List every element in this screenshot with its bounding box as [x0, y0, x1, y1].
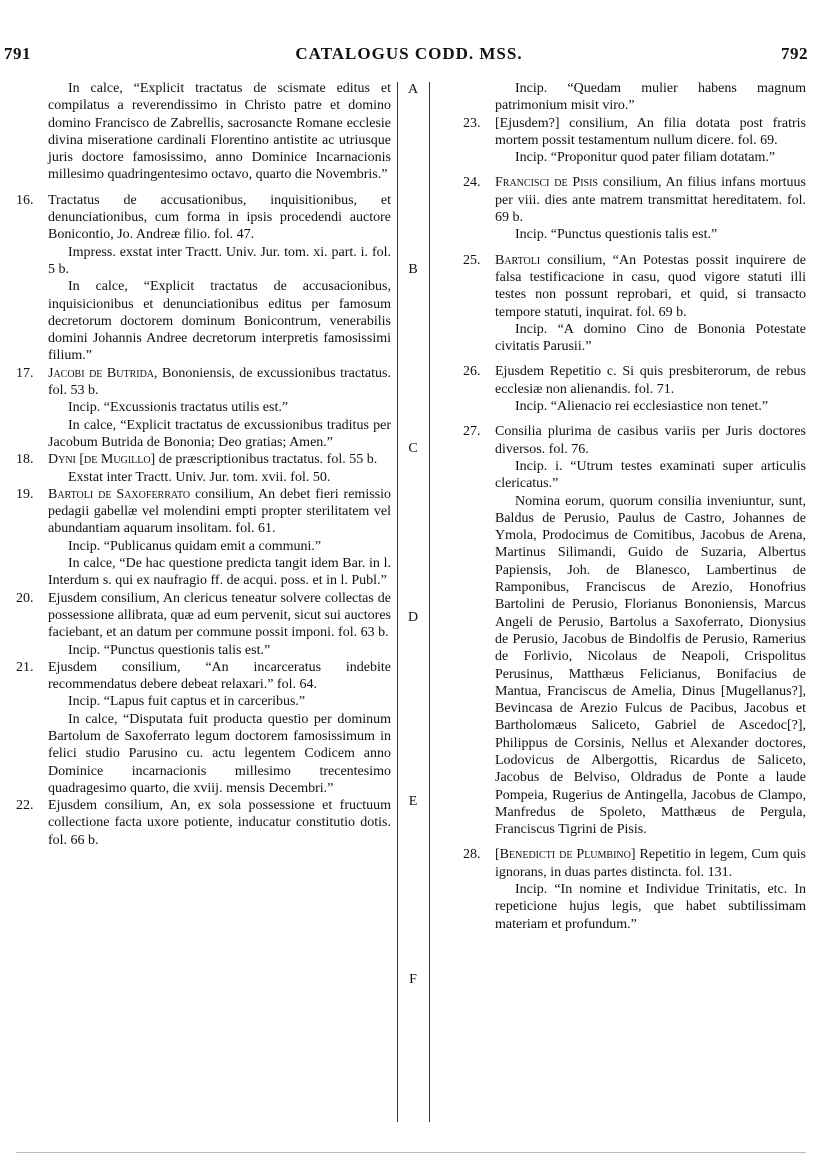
- entry-24: [463, 174, 806, 226]
- entry-17: [16, 365, 391, 400]
- entry-number: 25.: [463, 252, 481, 268]
- entry-note: Incip. “Lapus fuit captus et in carceribus.”: [68, 694, 306, 710]
- entry-23: [463, 115, 806, 150]
- entry-text: de præscriptionibus tractatus. fol. 55 b.: [155, 452, 378, 468]
- entry-text: Tractatus de accusationibus, inquisitionibus, et denunciationibus, cum forma in ipsis procedendi auctore Bonicontio, Jo. Andreæ filio. fol. 47.: [48, 192, 391, 243]
- entry-note: Incip. “A domino Cino de Bononia Potestate civitatis Parusii.”: [495, 321, 806, 355]
- entry-text: , Bononiensis, de excussionibus tractatus. fol. 53 b.: [48, 365, 391, 399]
- entry-note: Incip. “Punctus questionis talis est.”: [68, 642, 271, 658]
- entry-16: [16, 192, 391, 244]
- entry-text: Ejusdem consilium, “An incarceratus indebite recommendatus debere debeat relaxari.” fol. 64.: [48, 659, 391, 693]
- entry-note: In calce, “Explicit tractatus de accusacionibus, inquisicionibus et denunciationibus editus per famosum decretorum doctorem dominum Bonicontrum, venerabilis domini Johannis Andree decretorum interpretis famosissimi filium.”: [48, 279, 391, 364]
- entry-number: 24.: [463, 175, 481, 191]
- margin-letter-b: B: [408, 262, 418, 277]
- entry-number: 22.: [16, 798, 34, 814]
- entry-22: [16, 797, 391, 849]
- entry-number: 16.: [16, 192, 34, 208]
- continued-entry-note: Incip. “Quedam mulier habens magnum patrimonium misit viro.”: [495, 81, 806, 114]
- entry-number: 27.: [463, 424, 481, 440]
- entry-19: [16, 486, 391, 538]
- page-number-right: 792: [781, 44, 808, 63]
- entry-number: 23.: [463, 115, 481, 131]
- entry-number: 28.: [463, 847, 481, 863]
- page-number-left: 791: [4, 44, 31, 63]
- entry-text: Ejusdem consilium, An clericus teneatur solvere collectas de possessione allibrata, quæ ad eum pervenit, sicut sui auctores faciebant, et an datum per commune possit imponi. fol. 63 b.: [48, 590, 391, 641]
- running-title: CATALOGUS CODD. MSS.: [295, 44, 523, 63]
- left-column: [16, 80, 391, 849]
- page-header: [0, 0, 818, 63]
- entry-text: [Ejusdem?] consilium, An filia dotata post fratris mortem possit testamentum nullum dicere. fol. 69.: [495, 115, 806, 148]
- entry-note: Incip. “Excussionis tractatus utilis est.”: [68, 400, 289, 416]
- entry-text: Ejusdem consilium, An, ex sola possessione et fructuum collectione facta uxore potiente, inducatur constitutio dotis. fol. 66 b.: [48, 798, 391, 848]
- entry-note: Nomina eorum, quorum consilia inveniuntur, sunt, Baldus de Perusio, Paulus de Castro, Johannes de Ymola, Prodocimus de Comitibus, Jacobus de Arena, Martinus Silimandi, Guido de Suzaria, Albertus Papiensis, Joh. de Blanesco, Lambertinus de Ramponibus, Franciscus de Arezio, Honofrius Bartolini de Perusio, Florianus Bononiensis, Marcus Angeli de Perusio, Bartolus a Saxoferrato, Dionysius de Perusio, Jacobus de Bindolfis de Perusio, Ramerius de Forlivio, Nicolaus de Neapoli, Crispolitus Perusinus, Matthæus Felicianus, Bonifacius de Mantua, Franciscus de Amelia, Dinus [Mugellanus?], Bevincasa de Arezio Fulcus de Pacibus, Jacobus et Bartholomæus Saliceto, Gabriel de Ascedoc[?], Philippus de Corsinis, Nellus et Alexander doctores, Lodovicus de Albergottis, Ricardus de Saliceto, Jacobus de Belviso, Oldradus de Ponte a laude Pompeia, Rugerius de Antingella, Jacobus de Clampo, Manfredus de Spoleto, Matthæus de Pergula, Franciscus Tigrini de Pisis.: [495, 493, 806, 838]
- entry-27: [463, 423, 806, 458]
- entry-note: Incip. i. “Utrum testes examinati super articulis clericatus.”: [495, 458, 806, 492]
- entry-26: [463, 363, 806, 398]
- entry-21: [16, 659, 391, 694]
- entry-note: In calce, “Disputata fuit producta questio per dominum Bartolum de Saxoferrato legum doctorem famosissimum in felici studio Parusino cu. actu legentem Codicem anno Dominice incarnacionis millesimo trecentesimo quadragesimo quarto, die xviij. mensis Decembri.”: [48, 711, 391, 796]
- margin-letter-a: A: [407, 82, 419, 97]
- author-name: Dyni: [48, 452, 76, 468]
- entry-note: In calce, “Explicit tractatus de excussionibus traditus per Jacobum Butrida de Bononia; Deo gratias; Amen.”: [48, 417, 391, 450]
- entry-text: consilium, An debet fieri remissio pedagii gabellæ vel molendini empti propter sterilitatem vel abundantiam aquarum insolitam. fol. 61.: [48, 486, 391, 537]
- entry-note: Incip. “Alienacio rei ecclesiastice non tenet.”: [515, 399, 769, 415]
- margin-letter-c: C: [408, 441, 418, 456]
- margin-letter-d: D: [407, 610, 419, 625]
- column-rule-right: [429, 82, 430, 1122]
- right-column: [463, 80, 806, 933]
- bottom-rule: [16, 1152, 806, 1153]
- entry-text: Consilia plurima de casibus variis per Juris doctores diversos. fol. 76.: [495, 424, 806, 457]
- entry-number: 21.: [16, 659, 34, 675]
- entry-text: consilium, An filius infans mortuus per viii. dies ante matrem transmittat hereditatem. fol. 69 b.: [495, 175, 806, 226]
- entry-note: Incip. “Proponitur quod pater filiam dotatam.”: [515, 150, 776, 166]
- margin-letter-e: E: [408, 794, 418, 809]
- author-name: Jacobi de Butrida: [48, 365, 155, 381]
- entry-20: [16, 590, 391, 642]
- entry-number: 26.: [463, 364, 481, 380]
- continued-entry-note: In calce, “Explicit tractatus de scismate editus et compilatus a reverendissimo in Christo patre et domino domino Francisco de Zabrellis, sacrosancte Romane ecclesie divina miseratione cardinali Florentino antistite ac utriusque juris doctore famosissimo, anno Dominice Incarnacionis millesimo quadringentesimo octavo, quarto die Novembris.”: [48, 81, 391, 183]
- author-name: Bartoli de Saxoferrato: [48, 486, 191, 502]
- author-bracket: [de Mugillo]: [79, 452, 156, 468]
- entry-28: [463, 846, 806, 881]
- entry-number: 20.: [16, 590, 34, 606]
- entry-note: Incip. “Punctus questionis talis est.”: [515, 227, 718, 243]
- author-name: Bartoli: [495, 252, 541, 268]
- entry-number: 17.: [16, 365, 34, 381]
- author-name: Francisci de Pisis: [495, 175, 598, 191]
- entry-note: Incip. “In nomine et Individue Trinitatis, etc. In repeticione hujus legis, que habet subtilissimam materiam et profundum.”: [495, 882, 806, 932]
- entry-note: Impress. exstat inter Tractt. Univ. Jur. tom. xi. part. i. fol. 5 b.: [48, 244, 391, 277]
- column-rule-left: [397, 82, 398, 1122]
- entry-note: Exstat inter Tractt. Univ. Jur. tom. xvii. fol. 50.: [68, 469, 331, 485]
- margin-letter-f: F: [409, 972, 417, 987]
- entry-text: Repetitio in legem, Cum quis ignorans, in duas partes distincta. fol. 131.: [495, 847, 806, 880]
- entry-note: Incip. “Publicanus quidam emit a communi.”: [68, 538, 322, 554]
- entry-note: In calce, “De hac questione predicta tangit idem Bar. in l. Interdum s. qui ex naufragio ff. de acqui. poss. et in l. Publ.”: [48, 556, 391, 589]
- entry-18: [16, 451, 391, 468]
- entry-number: 18.: [16, 452, 34, 468]
- entry-text: Ejusdem Repetitio c. Si quis presbiterorum, de rebus ecclesiæ non alienandis. fol. 71.: [495, 364, 806, 397]
- author-name: [Benedicti de Plumbino]: [495, 847, 636, 863]
- entry-number: 19.: [16, 486, 34, 502]
- entry-25: [463, 252, 806, 321]
- entry-text: consilium, “An Potestas possit inquirere de falsa testificacione in casu, quod vigore statuti illi testes non possunt reprobari, et quid, si transacto tempore statuti, inquirat. fol. 69 b.: [495, 252, 806, 320]
